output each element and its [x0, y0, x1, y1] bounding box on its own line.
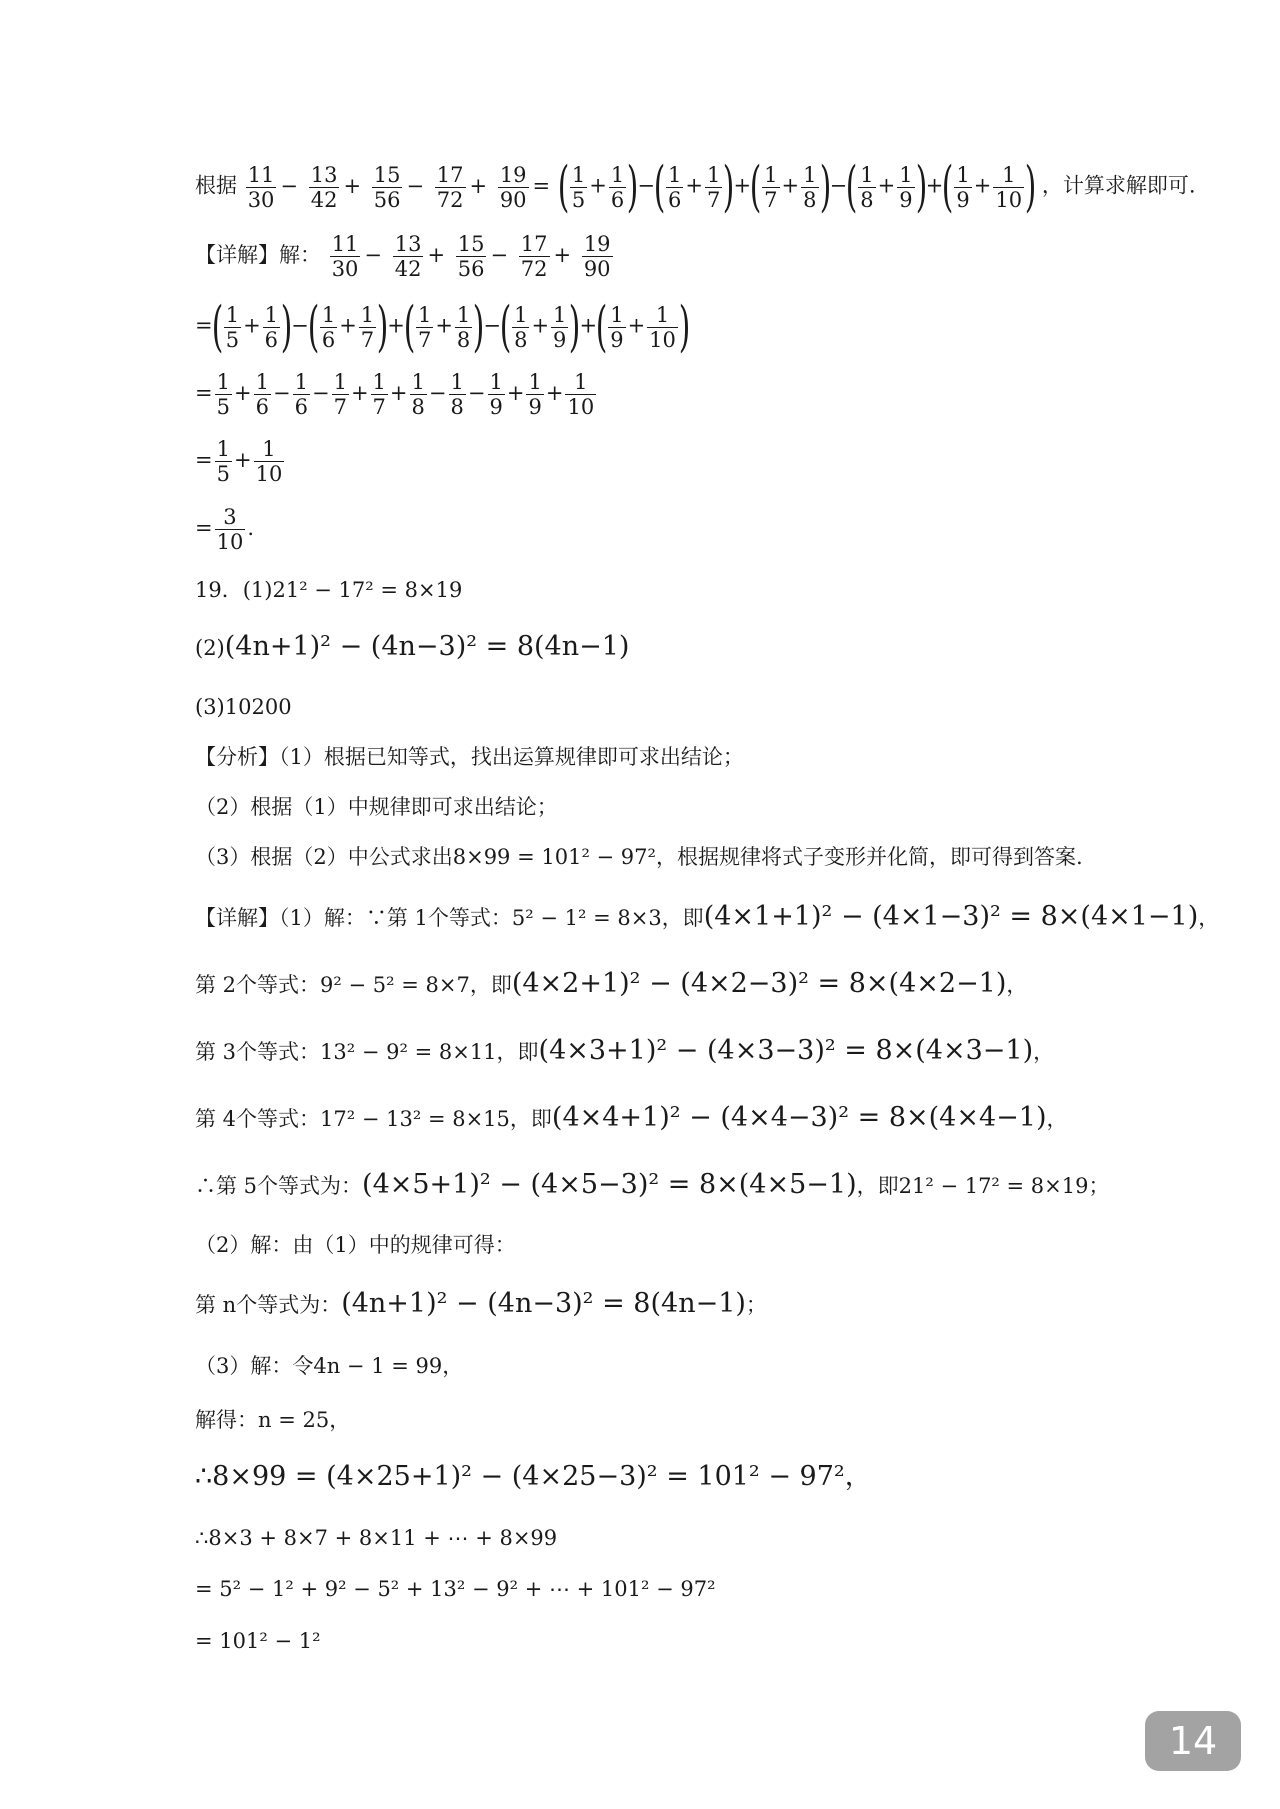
- text: （2）根据（1）中规律即可求出结论；: [195, 795, 558, 819]
- step-line-3: = $\frac{1}{5}$ + $\frac{1}{10}$: [195, 437, 283, 486]
- intro-line: 根据 $\frac{11}{30}$ − $\frac{13}{42}$ + $\frac{15}{56}$ − $\frac{17}{72}$ + $\frac{19}{90}$ = ( $\frac{1}{5}$ + $\frac{1}{6}$ )−( $\frac{1}{6}$ + $\frac{1}{7}$ )+( $\frac{1}{7}$ + $\frac{1}{8}$ )−( $\frac{1}{8}$ + $\frac{1}{9}$ )+( $\frac{1}{9}$ + $\frac{1}{10}$ ) ，计算求解即可.: [195, 155, 1196, 218]
- text: ，即: [509, 1107, 552, 1131]
- text: 【详解】（1）解：∵第 1个等式：: [195, 906, 512, 930]
- text: ，根据规律将式子变形并化简，即可得到答案.: [655, 845, 1083, 869]
- text: ，即: [856, 1174, 899, 1198]
- detail-line: 【详解】解： $\frac{11}{30}$ − $\frac{13}{42}$ + $\frac{15}{56}$ − $\frac{17}{72}$ + $\frac{19}{90}$: [195, 232, 611, 281]
- q19-number: 19．(1): [195, 578, 273, 602]
- expr: n = 25: [258, 1408, 330, 1432]
- expr: = 101² − 1²: [195, 1629, 321, 1653]
- part3-d: [195, 1524, 557, 1552]
- text: ，: [1198, 906, 1220, 930]
- expr: 17² − 13² = 8×15: [320, 1107, 510, 1131]
- text: 第 4个等式：: [195, 1107, 321, 1131]
- detail-2: [195, 970, 1027, 999]
- detail-3: [195, 1037, 1054, 1066]
- text: （2）解：由（1）中的规律可得：: [195, 1233, 516, 1257]
- step-line-2: = $\frac{1}{5}$ + $\frac{1}{6}$ − $\frac{1}{6}$ − $\frac{1}{7}$ + $\frac{1}{7}$ + $\frac{1}{8}$ − $\frac{1}{8}$ − $\frac{1}{9}$ + $\frac{1}{9}$ + $\frac{1}{10}$: [195, 370, 595, 419]
- expr: (4×5+1)² − (4×5−3)² = 8×(4×5−1): [362, 1169, 857, 1200]
- page-number-badge: 14: [1145, 1711, 1241, 1771]
- expr: (4×3+1)² − (4×3−3)² = 8×(4×3−1): [538, 1035, 1034, 1066]
- text: ，即: [661, 906, 704, 930]
- expr: 4n − 1 = 99: [313, 1354, 443, 1378]
- text: （3）解：令: [195, 1354, 314, 1378]
- q19-p1-expr: 21² − 17² = 8×19: [272, 578, 463, 602]
- text: ，: [442, 1354, 464, 1378]
- part3-f: [195, 1627, 321, 1655]
- detail-5: [195, 1171, 1109, 1200]
- text: ；: [1088, 1174, 1110, 1198]
- analysis-1: [195, 743, 744, 771]
- text: ；: [745, 1293, 767, 1317]
- step-line-4: = $\frac{3}{10}$ .: [195, 505, 255, 554]
- text: ，: [329, 1408, 351, 1432]
- q19-p2-expr: (4n+1)² − (4n−3)² = 8(4n−1): [224, 631, 630, 662]
- expr: 5² − 1² = 8×3: [511, 906, 662, 930]
- expr: (4×4+1)² − (4×4−3)² = 8×(4×4−1): [551, 1102, 1047, 1133]
- q19-p3: (3)10200: [195, 695, 292, 719]
- part3-c: [195, 1463, 872, 1492]
- expr: ∴8×99 = (4×25+1)² − (4×25−3)² = 101² − 97²，: [195, 1461, 872, 1492]
- text: ，: [1046, 1107, 1068, 1131]
- text: 解得：: [195, 1408, 258, 1432]
- q19-part1: [195, 576, 462, 604]
- analysis-3: [195, 843, 1083, 871]
- q19-part3: [195, 693, 292, 721]
- text: 根据: [195, 173, 237, 198]
- expr: (4×1+1)² − (4×1−3)² = 8×(4×1−1): [703, 901, 1199, 932]
- expr: = 5² − 1² + 9² − 5² + 13² − 9² + ⋯ + 101² − 97²: [195, 1577, 716, 1601]
- part3-a: [195, 1352, 463, 1380]
- part3-b: [195, 1406, 350, 1434]
- text: 第 n个等式为：: [195, 1293, 342, 1317]
- expr: (4×2+1)² − (4×2−3)² = 8×(4×2−1): [511, 968, 1007, 999]
- detail-label: 【详解】解：: [195, 243, 321, 267]
- expr: (4n+1)² − (4n−3)² = 8(4n−1): [341, 1288, 746, 1319]
- text: ，: [1006, 973, 1028, 997]
- part2-a: [195, 1231, 516, 1259]
- text: ，即: [496, 1040, 539, 1064]
- step-line-1: =( $\frac{1}{5}$ + $\frac{1}{6}$ )−( $\frac{1}{6}$ + $\frac{1}{7}$ )+( $\frac{1}{7}$ + $\frac{1}{8}$ )−( $\frac{1}{8}$ + $\frac{1}{9}$ )+( $\frac{1}{9}$ + $\frac{1}{10}$ ): [195, 295, 691, 358]
- detail-4: [195, 1104, 1067, 1133]
- q19-part2: [195, 633, 629, 662]
- part2-b: [195, 1290, 767, 1319]
- expr: ∴8×3 + 8×7 + 8×11 + ⋯ + 8×99: [195, 1526, 558, 1550]
- analysis-2: [195, 793, 558, 821]
- detail-1: [195, 903, 1219, 932]
- q19-p2-label: (2): [195, 636, 225, 660]
- text: ，: [1033, 1040, 1055, 1064]
- text: ，计算求解即可.: [1041, 173, 1196, 198]
- expr: 9² − 5² = 8×7: [320, 973, 470, 997]
- text: 第 3个等式：: [195, 1040, 321, 1064]
- expr: 21² − 17² = 8×19: [898, 1174, 1089, 1198]
- text: （3）根据（2）中公式求出: [195, 845, 453, 869]
- expr: 13² − 9² = 8×11: [320, 1040, 497, 1064]
- text: ，即: [469, 973, 512, 997]
- text: 【分析】（1）根据已知等式，找出运算规律即可求出结论；: [195, 745, 744, 769]
- text: 第 2个等式：: [195, 973, 321, 997]
- expr: 8×99 = 101² − 97²: [452, 845, 656, 869]
- text: ∴第 5个等式为：: [195, 1174, 363, 1198]
- part3-e: [195, 1575, 716, 1603]
